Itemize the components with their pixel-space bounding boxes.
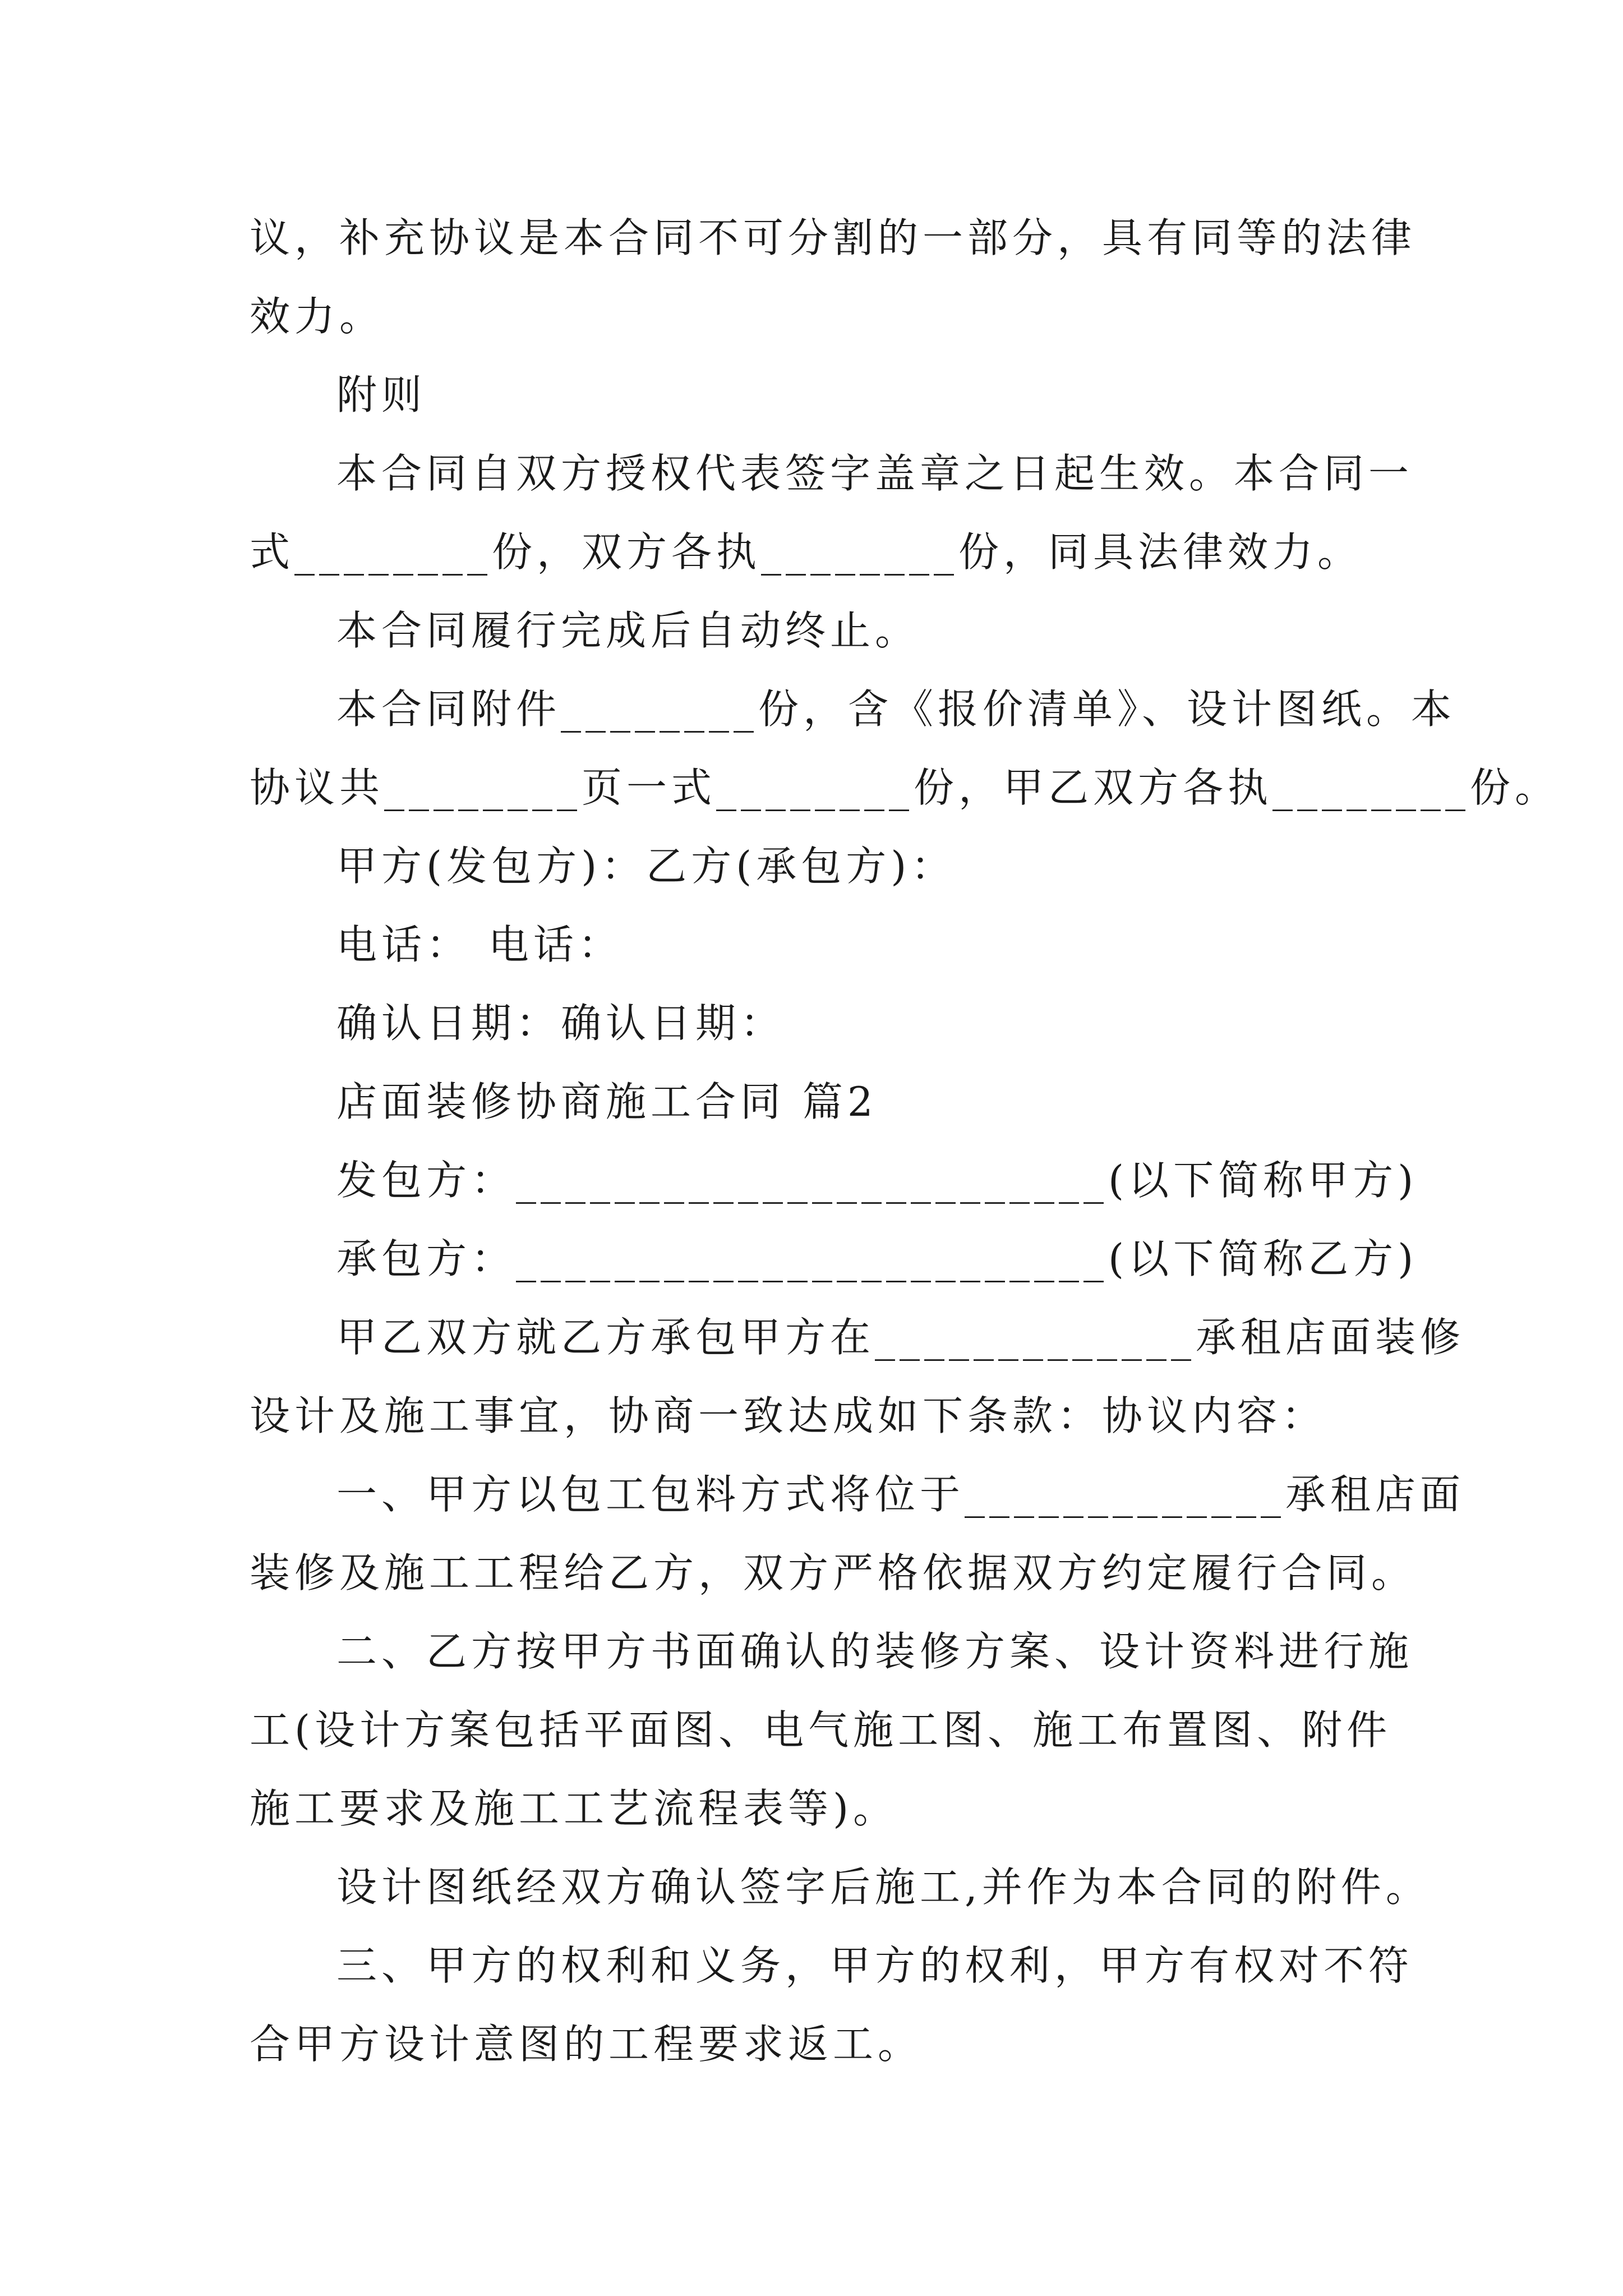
text-line: 设计图纸经双方确认签字后施工,并作为本合同的附件。: [336, 1864, 1431, 1911]
text-line: 本合同附件________份，含《报价清单》、设计图纸。本: [336, 685, 1456, 733]
text-line: 工(设计方案包括平面图、电气施工图、施工布置图、附件: [250, 1706, 1392, 1754]
text-line: 施工要求及施工工艺流程表等)。: [250, 1785, 898, 1832]
text-line: 电话： 电话：: [336, 921, 623, 968]
text-line: 议，补充协议是本合同不可分割的一部分，具有同等的法律: [250, 214, 1417, 261]
text-line: 合甲方设计意图的工程要求返工。: [250, 2021, 923, 2068]
text-line: 协议共________页一式________份，甲乙双方各执________份。: [250, 764, 1560, 811]
text-line: 式________份，双方各执________份，同具法律效力。: [250, 528, 1363, 576]
text-line: 承包方：________________________(以下简称乙方): [336, 1235, 1418, 1282]
text-line: 本合同履行完成后自动终止。: [336, 607, 920, 654]
text-line: 三、甲方的权利和义务，甲方的权利，甲方有权对不符: [336, 1942, 1414, 1989]
section-heading: 附则: [336, 371, 427, 418]
text-line: 甲方(发包方)：乙方(承包方)：: [336, 843, 956, 890]
text-line: 装修及施工工程给乙方，双方严格依据双方约定履行合同。: [250, 1549, 1417, 1596]
text-line: 本合同自双方授权代表签字盖章之日起生效。本合同一: [336, 450, 1414, 497]
text-line: 发包方：________________________(以下简称甲方): [336, 1157, 1418, 1204]
text-line: 甲乙双方就乙方承包甲方在_____________承租店面装修: [336, 1314, 1465, 1361]
text-line: 设计及施工事宜，协商一致达成如下条款：协议内容：: [250, 1392, 1327, 1439]
text-line: 一、甲方以包工包料方式将位于_____________承租店面: [336, 1471, 1465, 1518]
text-line: 二、乙方按甲方书面确认的装修方案、设计资料进行施: [336, 1628, 1414, 1675]
text-line: 确认日期：确认日期：: [336, 1000, 786, 1047]
section-heading: 店面装修协商施工合同 篇2: [336, 1078, 878, 1125]
text-line: 效力。: [250, 293, 385, 340]
